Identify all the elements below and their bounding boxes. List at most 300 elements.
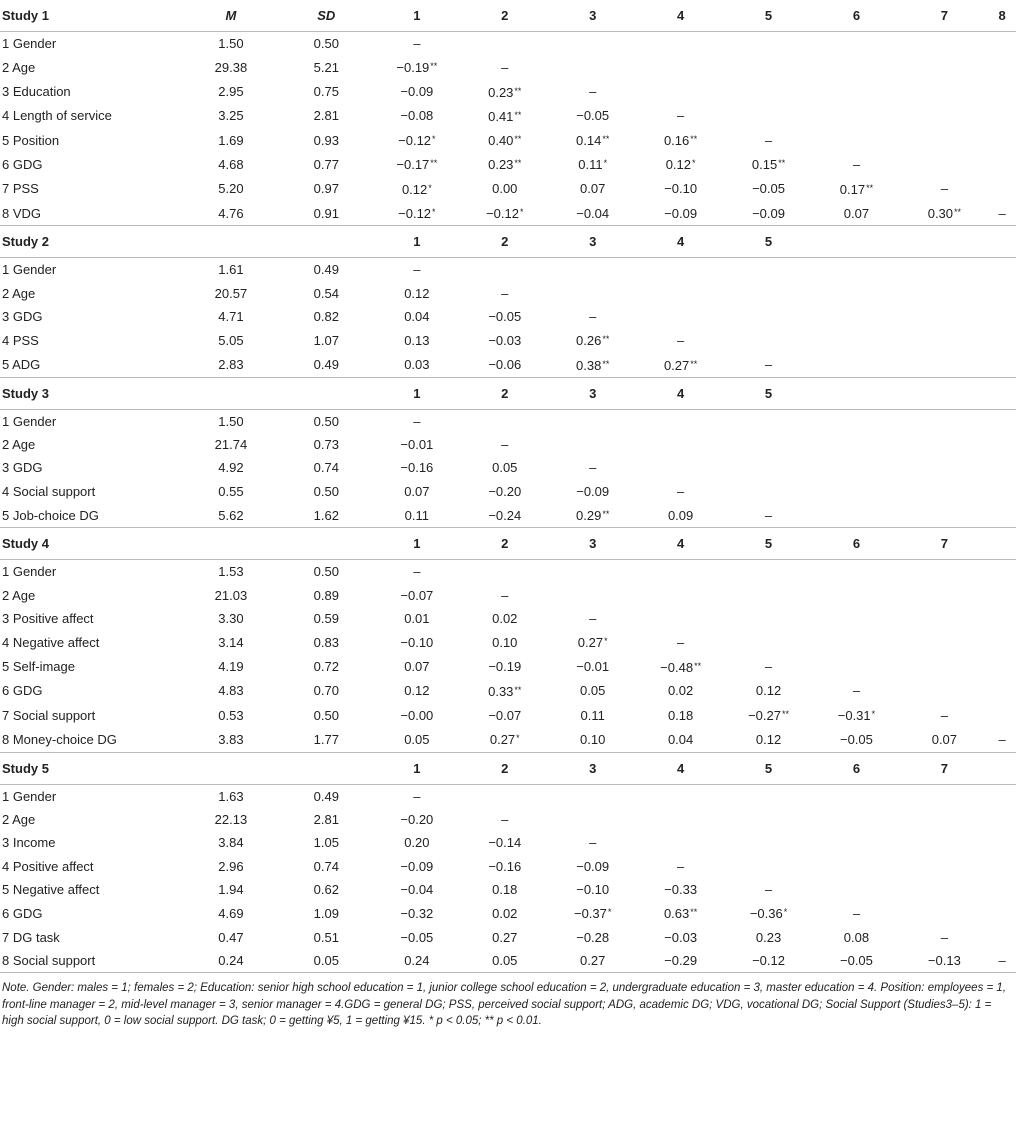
correlation-cell: – xyxy=(852,683,861,699)
correlation-cell xyxy=(900,305,988,328)
correlation-cell: 0.10 xyxy=(492,634,518,650)
correlation-cell: −0.07 xyxy=(488,707,522,723)
variable-label: 3 Positive affect xyxy=(2,610,94,626)
correlation-cell xyxy=(725,258,813,282)
correlation-cell xyxy=(637,607,725,630)
correlation-cell xyxy=(725,480,813,503)
correlation-cell: – xyxy=(589,835,597,851)
correlation-cell xyxy=(725,55,813,79)
column-header: 7 xyxy=(900,752,988,784)
variable-label: 4 Length of service xyxy=(2,108,112,124)
column-header: 2 xyxy=(461,377,549,409)
mean-cell: 4.92 xyxy=(218,460,244,476)
correlation-cell xyxy=(725,32,813,56)
correlation-cell: 0.07 xyxy=(843,205,870,221)
correlation-cell xyxy=(988,831,1016,854)
table-row xyxy=(0,784,1016,808)
correlation-cell: 0.14** xyxy=(576,133,610,149)
correlation-cell: 0.05 xyxy=(404,731,430,747)
correlation-cell xyxy=(725,784,813,808)
sd-cell: 0.51 xyxy=(313,929,339,945)
correlation-cell xyxy=(988,152,1016,176)
column-header xyxy=(280,226,373,258)
study-title: Study 4 xyxy=(0,528,182,560)
correlation-cell: −0.27** xyxy=(748,708,789,724)
correlation-cell xyxy=(900,409,988,433)
correlation-cell: – xyxy=(501,437,509,453)
significance-mark: ** xyxy=(514,109,522,120)
correlation-cell: – xyxy=(764,357,773,373)
correlation-cell: 0.03 xyxy=(404,357,430,373)
correlation-cell: −0.06 xyxy=(488,357,522,373)
correlation-cell xyxy=(549,282,637,305)
column-header: 3 xyxy=(549,377,637,409)
correlation-cell xyxy=(988,703,1016,727)
column-header xyxy=(813,377,901,409)
significance-mark: ** xyxy=(954,207,962,218)
correlation-cell: 0.04 xyxy=(404,308,430,324)
correlation-cell xyxy=(637,32,725,56)
correlation-cell: 0.20 xyxy=(404,835,430,851)
correlation-cell: −0.20 xyxy=(488,483,522,499)
mean-cell: 21.74 xyxy=(214,437,248,453)
significance-mark: * xyxy=(783,907,788,918)
correlation-cell xyxy=(549,32,637,56)
correlation-cell xyxy=(900,152,988,176)
correlation-cell: 0.30** xyxy=(927,206,962,222)
correlation-cell xyxy=(900,328,988,352)
correlation-cell: – xyxy=(501,812,509,828)
correlation-cell: 0.27** xyxy=(663,357,698,373)
variable-label: 2 Age xyxy=(2,59,36,75)
study-header-row xyxy=(0,0,1016,32)
correlation-cell: −0.05 xyxy=(813,949,901,973)
correlation-cell xyxy=(900,433,988,456)
correlation-cell: – xyxy=(998,731,1006,747)
correlation-cell: −0.00 xyxy=(400,707,434,723)
correlation-cell xyxy=(988,128,1016,152)
table-row xyxy=(0,926,1016,949)
mean-cell: 1.61 xyxy=(182,258,279,282)
significance-mark: ** xyxy=(781,709,789,720)
significance-mark: ** xyxy=(602,134,610,145)
correlation-cell: −0.05 xyxy=(400,929,434,945)
correlation-cell: 0.02 xyxy=(667,683,694,699)
correlation-cell xyxy=(900,831,988,854)
correlation-cell: 0.63** xyxy=(663,906,698,922)
correlation-cell: 0.05 xyxy=(461,949,549,973)
correlation-cell xyxy=(813,55,901,79)
sd-cell: 0.50 xyxy=(313,707,339,723)
correlation-cell: – xyxy=(764,881,773,897)
correlation-cell xyxy=(900,901,988,925)
correlation-cell: −0.08 xyxy=(400,108,434,124)
correlation-cell xyxy=(725,607,813,630)
significance-mark: ** xyxy=(602,358,610,369)
study-header-row xyxy=(0,377,1016,409)
correlation-cell: – xyxy=(501,59,509,75)
correlation-cell: 0.41** xyxy=(488,108,522,124)
correlation-cell: −0.04 xyxy=(576,205,610,221)
correlation-cell: 0.24 xyxy=(373,949,461,973)
sd-cell: 0.82 xyxy=(313,308,339,324)
correlation-cell: −0.20 xyxy=(400,812,434,828)
variable-label: 8 Money-choice DG xyxy=(2,731,117,747)
column-header: 4 xyxy=(637,528,725,560)
correlation-cell: 0.33** xyxy=(488,683,522,699)
sd-cell: 1.09 xyxy=(313,905,339,921)
correlation-cell xyxy=(813,305,901,328)
column-header: 4 xyxy=(637,752,725,784)
sd-cell: 0.77 xyxy=(313,156,339,172)
correlation-cell: 0.29** xyxy=(576,508,610,524)
correlation-cell xyxy=(900,353,988,378)
column-header: 1 xyxy=(373,377,461,409)
correlation-cell xyxy=(461,409,549,433)
correlation-cell xyxy=(900,55,988,79)
significance-mark: ** xyxy=(602,509,610,520)
variable-label: 3 GDG xyxy=(2,460,43,476)
correlation-cell: −0.16 xyxy=(400,460,434,476)
correlation-cell xyxy=(988,305,1016,328)
sd-cell: 0.49 xyxy=(280,784,373,808)
correlation-cell xyxy=(725,456,813,479)
column-header xyxy=(900,377,988,409)
correlation-cell: 0.40** xyxy=(488,133,522,149)
column-header: 5 xyxy=(725,528,813,560)
correlation-cell xyxy=(725,584,813,607)
correlation-cell: 0.07 xyxy=(580,181,606,197)
column-header: 1 xyxy=(373,528,461,560)
correlation-cell xyxy=(988,679,1016,703)
table-row xyxy=(0,456,1016,479)
correlation-cell xyxy=(900,679,988,703)
study-title: Study 3 xyxy=(0,377,182,409)
column-header xyxy=(988,752,1016,784)
mean-cell: 1.50 xyxy=(182,409,279,433)
correlation-cell: 0.38** xyxy=(576,357,610,373)
sd-cell: 1.05 xyxy=(313,835,339,851)
correlation-cell: −0.05 xyxy=(840,731,873,747)
correlation-cell xyxy=(637,560,725,584)
table-row xyxy=(0,480,1016,503)
correlation-cell xyxy=(813,480,901,503)
correlation-cell: – xyxy=(373,409,461,433)
variable-label: 5 Position xyxy=(2,132,60,148)
column-header: 4 xyxy=(637,226,725,258)
variable-label: 5 Job-choice DG xyxy=(2,507,99,523)
correlation-cell xyxy=(549,584,637,607)
correlation-cell xyxy=(900,878,988,901)
column-header: 5 xyxy=(725,377,813,409)
mean-cell: 4.71 xyxy=(218,308,244,324)
significance-mark: * xyxy=(432,134,436,145)
correlation-cell: – xyxy=(373,32,461,56)
table-row xyxy=(0,328,1016,352)
correlation-cell xyxy=(900,128,988,152)
correlation-cell xyxy=(988,55,1016,79)
mean-cell: 3.14 xyxy=(218,634,244,650)
table-row xyxy=(0,128,1016,152)
significance-mark: * xyxy=(432,207,436,218)
sd-cell: 5.21 xyxy=(313,59,339,75)
correlation-cell: 0.11* xyxy=(578,157,608,173)
sd-cell: 0.50 xyxy=(313,483,339,499)
variable-label: 6 GDG xyxy=(2,156,43,172)
correlation-cell: – xyxy=(373,784,461,808)
sd-cell: 0.97 xyxy=(313,181,339,197)
correlation-cell: −0.09 xyxy=(752,205,785,221)
mean-cell: 1.53 xyxy=(182,560,279,584)
correlation-cell xyxy=(637,80,725,104)
variable-label: 4 PSS xyxy=(2,332,39,348)
sd-cell: 0.49 xyxy=(280,258,373,282)
correlation-cell xyxy=(725,328,813,352)
correlation-cell: 0.02 xyxy=(492,610,518,626)
correlation-cell xyxy=(900,630,988,654)
correlation-cell: −0.14 xyxy=(488,835,522,851)
significance-mark: * xyxy=(519,207,524,218)
correlation-cell xyxy=(988,784,1016,808)
sd-cell: 0.93 xyxy=(313,132,339,148)
correlation-cell xyxy=(988,607,1016,630)
column-header: 6 xyxy=(813,528,901,560)
column-header: 2 xyxy=(461,752,549,784)
correlation-cell xyxy=(900,607,988,630)
significance-mark: * xyxy=(516,733,520,744)
mean-cell: 4.68 xyxy=(218,156,244,172)
sd-cell: 0.49 xyxy=(313,357,339,373)
correlation-cell: – xyxy=(998,205,1006,221)
table-row xyxy=(0,630,1016,654)
correlation-cell: −0.10 xyxy=(576,881,610,897)
correlation-cell xyxy=(813,831,901,854)
variable-label: 6 GDG xyxy=(2,683,43,699)
correlation-cell: −0.19 xyxy=(488,659,522,675)
correlation-cell xyxy=(813,503,901,528)
correlation-cell xyxy=(813,433,901,456)
correlation-cell: −0.01 xyxy=(400,437,434,453)
variable-label: 1 Gender xyxy=(0,784,182,808)
correlation-cell xyxy=(813,560,901,584)
sd-cell: 0.70 xyxy=(313,683,339,699)
correlation-cell: 0.01 xyxy=(404,610,430,626)
sd-cell: 0.74 xyxy=(313,858,339,874)
correlation-cell: −0.13 xyxy=(900,949,988,973)
correlation-cell xyxy=(988,328,1016,352)
correlation-cell xyxy=(900,855,988,878)
correlation-cell: −0.12* xyxy=(486,206,524,222)
correlation-cell xyxy=(988,258,1016,282)
sd-cell: 0.72 xyxy=(313,659,339,675)
correlation-cell: −0.05 xyxy=(752,181,785,197)
table-row xyxy=(0,152,1016,176)
correlation-cell: – xyxy=(852,905,861,921)
correlation-cell: −0.29 xyxy=(637,949,725,973)
correlation-cell xyxy=(549,808,637,831)
correlation-cell: – xyxy=(677,634,685,650)
correlation-cell xyxy=(813,655,901,679)
correlation-cell xyxy=(461,32,549,56)
correlation-cell: 0.12 xyxy=(755,683,782,699)
correlation-cell: – xyxy=(677,332,685,348)
correlation-cell xyxy=(813,784,901,808)
correlation-cell xyxy=(813,104,901,128)
table-row xyxy=(0,560,1016,584)
correlation-cell: – xyxy=(940,707,948,723)
correlation-cell xyxy=(988,584,1016,607)
table-row xyxy=(0,949,1016,973)
correlation-cell: −0.17** xyxy=(396,157,438,173)
correlation-cell: 0.09 xyxy=(667,507,694,523)
table-row xyxy=(0,80,1016,104)
mean-cell: 0.47 xyxy=(218,929,244,945)
correlation-cell xyxy=(988,32,1016,56)
study-title: Study 5 xyxy=(0,752,182,784)
variable-label: 2 Age xyxy=(2,285,36,301)
correlation-cell: −0.19** xyxy=(396,60,438,76)
table-row xyxy=(0,808,1016,831)
sd-cell: 0.89 xyxy=(313,587,339,603)
correlation-cell: 0.12* xyxy=(665,157,696,173)
correlation-cell: 0.07 xyxy=(404,659,430,675)
column-header xyxy=(988,226,1016,258)
variable-label: 4 Positive affect xyxy=(2,858,94,874)
correlation-cell xyxy=(725,808,813,831)
correlation-cell: −0.16 xyxy=(488,858,522,874)
correlation-cell xyxy=(900,80,988,104)
correlation-cell: −0.28 xyxy=(576,929,610,945)
correlation-cell: 0.05 xyxy=(492,460,518,476)
correlation-cell xyxy=(725,855,813,878)
study-title: Study 1 xyxy=(2,8,49,23)
correlation-cell xyxy=(725,630,813,654)
correlation-cell: −0.33 xyxy=(664,881,698,897)
correlation-cell: 0.27* xyxy=(489,732,520,748)
correlation-cell: −0.24 xyxy=(488,507,522,523)
correlation-cell: −0.12* xyxy=(398,206,436,222)
correlation-cell: – xyxy=(677,858,685,874)
significance-mark: ** xyxy=(514,134,522,145)
column-header xyxy=(280,752,373,784)
mean-cell: 3.30 xyxy=(218,610,244,626)
correlation-cell xyxy=(988,926,1016,949)
variable-label: 1 Gender xyxy=(0,560,182,584)
mean-cell: 4.76 xyxy=(218,205,244,221)
sd-cell: 2.81 xyxy=(313,108,339,124)
mean-cell: 22.13 xyxy=(214,812,248,828)
correlation-cell xyxy=(813,128,901,152)
mean-cell: 29.38 xyxy=(214,59,248,75)
variable-label: 3 Education xyxy=(2,84,71,100)
correlation-cell: – xyxy=(852,156,861,172)
column-header: M xyxy=(225,8,237,23)
table-row xyxy=(0,305,1016,328)
correlation-cell: 0.07 xyxy=(931,731,958,747)
correlation-cell xyxy=(988,433,1016,456)
correlation-cell: – xyxy=(677,483,685,499)
correlation-cell: – xyxy=(501,587,509,603)
correlation-cell: −0.48** xyxy=(660,659,702,675)
correlation-cell: −0.01 xyxy=(576,659,610,675)
correlation-cell: −0.09 xyxy=(400,858,434,874)
variable-label: 2 Age xyxy=(2,587,36,603)
correlation-cell: – xyxy=(589,84,597,100)
correlation-cell xyxy=(988,177,1016,201)
table-row xyxy=(0,855,1016,878)
column-header: 3 xyxy=(549,528,637,560)
correlation-cell xyxy=(725,409,813,433)
mean-cell: 4.69 xyxy=(218,905,244,921)
significance-mark: ** xyxy=(690,907,698,918)
correlation-cell xyxy=(988,104,1016,128)
correlation-cell: 0.27 xyxy=(549,949,637,973)
mean-cell: 5.05 xyxy=(218,332,244,348)
correlation-cell xyxy=(988,503,1016,528)
correlation-cell xyxy=(461,560,549,584)
correlation-cell: – xyxy=(501,285,509,301)
correlation-cell: 0.12 xyxy=(404,683,430,699)
correlation-cell xyxy=(813,855,901,878)
mean-cell: 0.24 xyxy=(182,949,279,973)
table-row xyxy=(0,878,1016,901)
column-header xyxy=(280,528,373,560)
column-header xyxy=(182,752,279,784)
correlation-cell xyxy=(637,305,725,328)
significance-mark: ** xyxy=(694,660,702,671)
variable-label: 1 Gender xyxy=(0,409,182,433)
correlation-cell xyxy=(637,433,725,456)
column-header: 3 xyxy=(549,226,637,258)
variable-label: 1 Gender xyxy=(0,32,182,56)
mean-cell: 5.62 xyxy=(218,507,244,523)
column-header: 6 xyxy=(852,8,861,23)
mean-cell: 1.50 xyxy=(182,32,279,56)
correlation-cell: 0.04 xyxy=(667,731,694,747)
correlation-cell: – xyxy=(589,610,597,626)
significance-mark: ** xyxy=(430,158,438,169)
column-header: 4 xyxy=(637,377,725,409)
significance-mark: ** xyxy=(430,61,438,72)
correlation-cell xyxy=(637,55,725,79)
correlation-cell xyxy=(813,808,901,831)
sd-cell: 0.91 xyxy=(313,205,339,221)
sd-cell: 1.77 xyxy=(313,731,339,747)
correlation-cell xyxy=(549,560,637,584)
correlation-cell xyxy=(813,607,901,630)
mean-cell: 4.19 xyxy=(218,659,244,675)
table-row xyxy=(0,353,1016,378)
significance-mark: * xyxy=(603,158,608,169)
correlation-cell: – xyxy=(940,181,948,197)
correlation-cell xyxy=(988,630,1016,654)
correlation-cell xyxy=(900,655,988,679)
sd-cell: 0.54 xyxy=(313,285,339,301)
correlation-cell xyxy=(637,409,725,433)
correlation-cell xyxy=(725,831,813,854)
correlation-cell: −0.10 xyxy=(664,181,698,197)
significance-mark: ** xyxy=(690,134,698,145)
correlation-cell: 0.05 xyxy=(580,683,606,699)
table-row xyxy=(0,679,1016,703)
correlation-cell xyxy=(637,456,725,479)
mean-cell: 0.55 xyxy=(218,483,244,499)
mean-cell: 1.94 xyxy=(218,881,244,897)
correlation-cell xyxy=(637,784,725,808)
column-header: 2 xyxy=(461,226,549,258)
column-header: 1 xyxy=(413,8,421,23)
sd-cell: 0.83 xyxy=(313,634,339,650)
